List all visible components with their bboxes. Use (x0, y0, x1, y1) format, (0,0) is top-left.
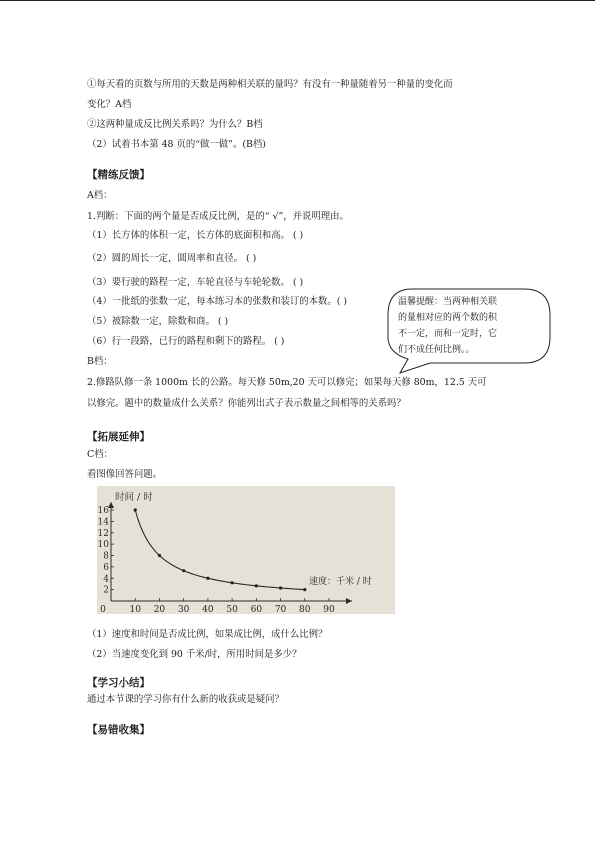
graph-prompt: 看图像回答问题。 (87, 469, 163, 480)
tip-line: 不一定，而和一定时，它 (398, 329, 498, 339)
graph-question-2: （2）当速度变化到 90 千米/时，所用时间是多少？ (87, 649, 302, 660)
x-axis-arrow (346, 598, 352, 604)
intro-line-1: ①每天看的页数与所用的天数是两种相关联的量吗？有没有一种量随着另一种量的变化而 (87, 79, 453, 90)
x-tick-label: 80 (299, 605, 311, 614)
y-tick-label: 12 (97, 528, 109, 539)
error-collection-heading: 【易错收集】 (87, 724, 150, 736)
practice-heading: 【精练反馈】 (87, 169, 150, 181)
data-point (279, 586, 282, 589)
tip-line: 的量相对应的两个数的积 (398, 313, 498, 323)
summary-heading: 【学习小结】 (87, 677, 150, 689)
data-point (231, 581, 234, 584)
x-tick-label: 90 (323, 605, 335, 614)
judge-item: （2）圆的周长一定，圆周率和直径。 ( ) (87, 253, 257, 264)
graph-question-1: （1）速度和时间是否成比例，如果成比例，成什么比例？ (87, 629, 328, 640)
x-tick-label: 10 (129, 605, 141, 614)
level-c-label: C档： (87, 449, 113, 460)
x-tick-label: 20 (153, 605, 166, 614)
x-tick-label: 50 (226, 605, 238, 614)
y-tick-label: 16 (97, 506, 109, 516)
x-tick-label: 70 (274, 605, 287, 614)
data-point (134, 508, 137, 511)
chart-series-line (135, 510, 305, 590)
intro-line-2: 变化？A档 (87, 99, 132, 110)
data-point (303, 588, 306, 591)
intro-line-4: （2）试着书本第 48 页的“做一做”。(B档) (87, 139, 266, 150)
x-tick-label: 40 (202, 605, 214, 614)
y-axis-label: 时间 / 时 (115, 492, 153, 503)
road-question-line-1: 2.修路队修一条 1000m 长的公路。每天修 50m,20 天可以修完；如果每天修 80m，12.5 天可 (87, 377, 487, 388)
speed-time-graph (97, 486, 395, 614)
y-tick-label: 2 (103, 585, 109, 596)
chart-ticks (98, 506, 335, 614)
road-question-line-2: 以修完。题中的数量成什么关系？你能列出式子表示数量之间相等的关系吗？ (87, 398, 406, 409)
level-a-label: A档： (87, 190, 113, 201)
y-tick-label: 10 (97, 540, 109, 551)
chart-axes (108, 502, 352, 604)
summary-text: 通过本节课的学习你有什么新的收获或是疑问？ (87, 694, 284, 705)
x-tick-label: 0 (100, 605, 106, 614)
y-tick-label: 4 (103, 574, 109, 585)
tip-line: 温馨提醒：当两种相关联 (398, 297, 498, 307)
top-rule (0, 0, 595, 1)
data-point (182, 569, 185, 572)
judge-item: （3）要行驶的路程一定，车轮直径与车轮轮数。 ( ) (87, 277, 304, 288)
chart-points (134, 508, 307, 591)
x-axis-label: 速度：千米 / 时 (309, 577, 372, 587)
y-tick-label: 8 (103, 551, 109, 562)
speed-time-chart (97, 486, 395, 614)
judge-question: 1.判断：下面的两个量是否成反比例，是的“ √”，并说明理由。 (87, 211, 349, 222)
y-tick-label: 6 (103, 562, 109, 573)
judge-item: （4）一批纸的张数一定，每本练习本的张数和装订的本数。( ) (87, 296, 348, 307)
data-point (158, 554, 161, 557)
x-tick-label: 60 (250, 605, 263, 614)
judge-item: （6）行一段路，已行的路程和剩下的路程。 ( ) (87, 336, 285, 347)
intro-line-3: ②这两种量成反比例关系吗？为什么？B档 (87, 119, 263, 130)
judge-item: （5）被除数一定，除数和商。 ( ) (87, 316, 229, 327)
x-tick-label: 30 (177, 605, 190, 614)
data-point (255, 584, 258, 587)
data-point (206, 577, 209, 580)
judge-item: （1）长方体的体积一定，长方体的底面积和高。 ( ) (87, 230, 304, 241)
tip-line: 们不成任何比例。。 (398, 345, 475, 355)
y-tick-label: 14 (97, 517, 109, 528)
extension-heading: 【拓展延伸】 (87, 431, 150, 443)
level-b-label: B档： (87, 356, 113, 367)
